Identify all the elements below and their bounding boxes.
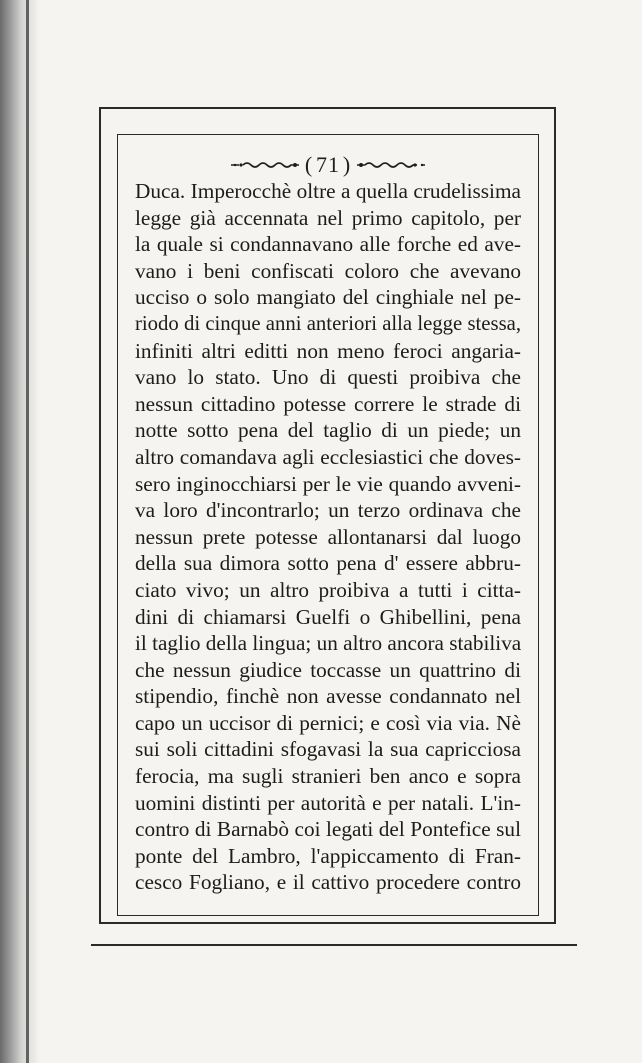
text-line: infiniti altri editti non meno feroci angaria- bbox=[135, 338, 521, 363]
binding-shadow bbox=[0, 0, 40, 1063]
binding-line bbox=[26, 0, 29, 1063]
text-line: la quale si condannavano alle forche ed ave- bbox=[135, 232, 521, 257]
text-line: dini di chiamarsi Guelfi o Ghibellini, pena bbox=[135, 604, 521, 629]
text-line: ferocia, ma sugli stranieri ben anco e sopra bbox=[135, 764, 521, 789]
page-number: ( 71 ) bbox=[304, 152, 352, 177]
text-line: sero inginocchiarsi per le vie quando avveni- bbox=[135, 471, 521, 496]
text-line: ciato vivo; un altro proibiva a tutti i citta- bbox=[135, 577, 521, 602]
text-line: sui soli cittadini sfogavasi la sua capricciosa bbox=[135, 737, 521, 762]
text-line: stipendio, finchè non avesse condannato nel bbox=[135, 684, 521, 709]
text-line: il taglio della lingua; un altro ancora stabiliva bbox=[135, 631, 522, 656]
text-line: capo un uccisor di pernici; e così via via. Nè bbox=[135, 710, 521, 735]
text-line: della sua dimora sotto pena d' essere abbru- bbox=[135, 551, 521, 576]
text-line: nessun cittadino potesse correre le strade di bbox=[135, 391, 521, 416]
text-line: contro di Barnabò coi legati del Pontefice sul bbox=[135, 817, 521, 842]
body-text bbox=[135, 178, 521, 896]
text-line: notte sotto pena del taglio di un piede; un bbox=[135, 418, 521, 443]
text-line: vano lo stato. Uno di questi proibiva che bbox=[135, 365, 521, 390]
right-ornament-icon bbox=[355, 160, 427, 170]
text-line: Duca. Imperocchè oltre a quella crudelissima bbox=[135, 179, 521, 203]
bottom-rule bbox=[91, 944, 577, 946]
text-line: ucciso o solo mangiato del cinghiale nel pe- bbox=[135, 285, 521, 310]
left-ornament-icon bbox=[229, 160, 301, 170]
text-line: altro comandava agli ecclesiastici che doves- bbox=[135, 444, 521, 469]
text-line: vano i beni confiscati coloro che avevano bbox=[135, 258, 521, 283]
page-header bbox=[117, 152, 539, 178]
text-line: uomini distinti per autorità e per natali. L'in- bbox=[135, 790, 521, 815]
text-line: riodo di cinque anni anteriori alla legge stessa, bbox=[135, 312, 522, 335]
text-line: va loro d'incontrarlo; un terzo ordinava che bbox=[135, 498, 521, 523]
text-line: cesco Fogliano, e il cattivo procedere contro bbox=[135, 870, 521, 895]
text-line: nessun prete potesse allontanarsi dal luogo bbox=[135, 524, 521, 549]
text-line: legge già accennata nel primo capitolo, per bbox=[135, 205, 521, 230]
text-line: che nessun giudice toccasse un quattrino di bbox=[135, 657, 521, 682]
text-line: ponte del Lambro, l'appiccamento di Fran- bbox=[135, 843, 521, 868]
